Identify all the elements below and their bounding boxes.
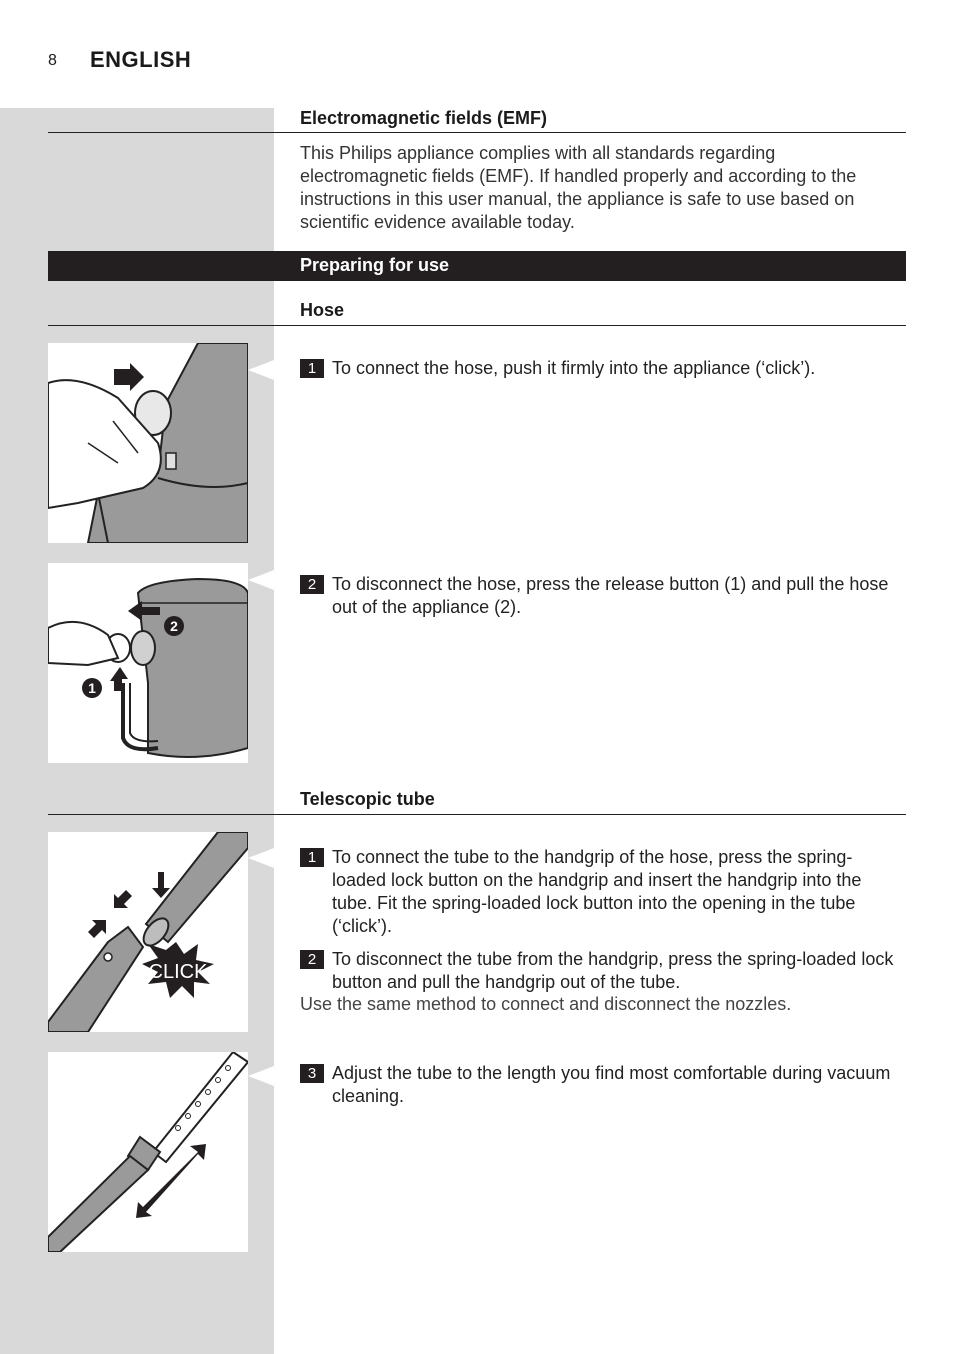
click-label: CLICK — [148, 961, 208, 983]
preparing-heading: Preparing for use — [300, 255, 450, 275]
illustration-pointer — [248, 1066, 274, 1086]
emf-heading: Electromagnetic fields (EMF) — [300, 108, 548, 128]
connect-hose-illustration — [48, 343, 248, 543]
tube-step-2 — [300, 948, 906, 994]
step-text: To connect the tube to the handgrip of the hose, press the spring-loaded lock button on the handgrip and insert the handgrip into the tube. Fit the spring-loaded lock button into the opening in the tube (‘click’). — [332, 847, 862, 936]
step-text: Adjust the tube to the length you find most comfortable during vacuum cleaning. — [332, 1063, 891, 1106]
disconnect-hose-illustration — [48, 563, 248, 763]
tube-note: Use the same method to connect and disconnect the nozzles. — [300, 994, 792, 1014]
step-number-badge: 1 — [300, 359, 324, 378]
tube-step-3 — [300, 1062, 906, 1108]
step-number-badge: 2 — [300, 575, 324, 594]
section-rule — [48, 325, 906, 326]
step-text: To connect the hose, push it firmly into the appliance (‘click’). — [332, 358, 816, 378]
emf-paragraph: This Philips appliance complies with all standards regarding electromagnetic fields (EMF). If handled properly and according to the instructions in this user manual, the appliance is safe to use based on scientific evidence available today. — [300, 143, 857, 232]
callout-2: 2 — [170, 618, 178, 634]
step-number-badge: 2 — [300, 950, 324, 969]
callout-1: 1 — [88, 680, 96, 696]
connect-tube-illustration — [48, 832, 248, 1032]
step-text: To disconnect the hose, press the release button (1) and pull the hose out of the appliance (2). — [332, 574, 889, 617]
section-rule — [48, 132, 906, 133]
step-number-badge: 3 — [300, 1064, 324, 1083]
illustration-pointer — [248, 570, 274, 590]
adjust-tube-illustration — [48, 1052, 248, 1252]
tube-heading: Telescopic tube — [300, 789, 435, 809]
step-text: To disconnect the tube from the handgrip, press the spring-loaded lock button and pull the handgrip out of the tube. — [332, 949, 894, 992]
hose-step-1 — [300, 357, 906, 380]
section-rule — [48, 814, 906, 815]
section-band — [48, 251, 906, 281]
page-language-title: ENGLISH — [90, 47, 192, 72]
step-number-badge: 1 — [300, 848, 324, 867]
hose-step-2 — [300, 573, 906, 619]
page-number: 8 — [48, 52, 57, 69]
tube-step-1 — [300, 846, 906, 938]
hose-heading: Hose — [300, 300, 345, 320]
illustration-pointer — [248, 360, 274, 380]
illustration-pointer — [248, 848, 274, 868]
